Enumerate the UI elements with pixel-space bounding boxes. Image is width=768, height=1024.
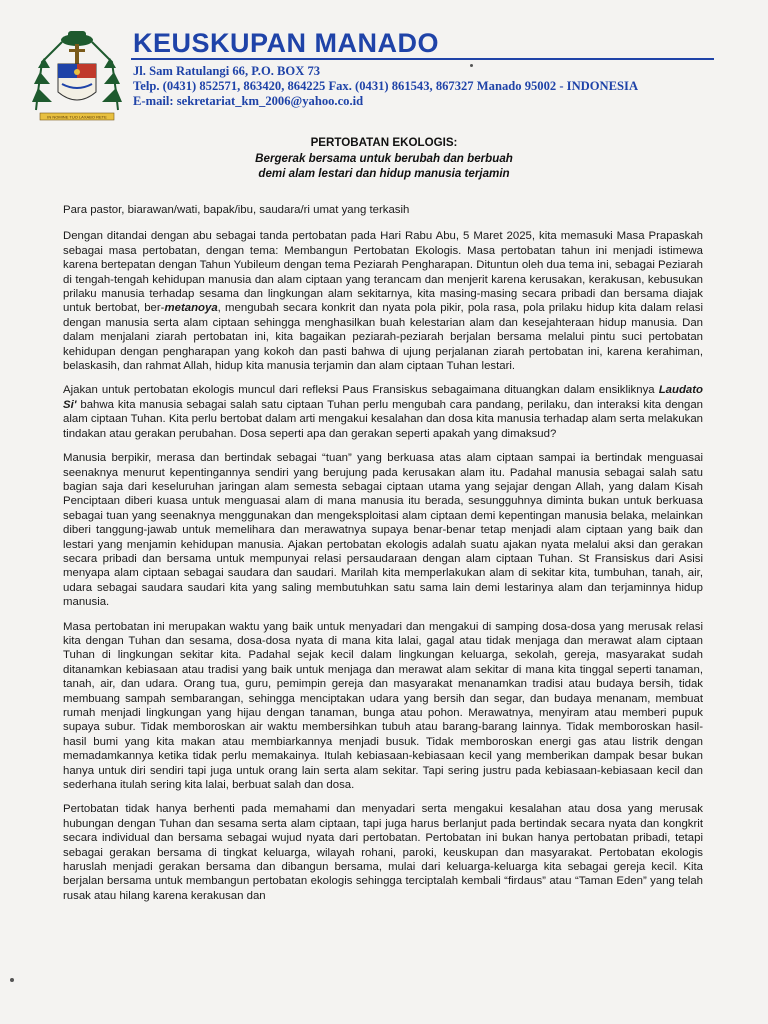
crest-motto: IN NOMINE TUO LAXABO RETE xyxy=(47,114,107,120)
letter-subtitle-line-1: Bergerak bersama untuk berubah dan berbuah xyxy=(255,152,513,165)
paragraph-2 xyxy=(63,383,703,441)
paragraph-2-text-a: Ajakan untuk pertobatan ekologis muncul dari refleksi Paus Fransiskus sebagaimana dituangkan dalam ensikliknya xyxy=(63,384,659,397)
paragraph-1-text-b: , mengubah secara konkrit dan nyata pola pikir, pola rasa, pola prilaku hidup kita dalam relasi dengan manusia serta alam ciptaan sehingga menghasilkan buah kelestarian alam dan kesejahteraan hidup manusia. Dan dalam menjalani ziarah pertobatan ini, kita bagaikan peziarah-peziarah berjalan bersama melalui pintu suci pertobatan kehidupan dengan pengharapan yang kokoh dan pasti bahwa di ujung perjalanan ziarah pertobatan ini, karena kerahiman, belaskasih, dan rahmat Allah, hidup kita manusia terjamin dan alam ciptaan Tuhan lestari. xyxy=(63,302,703,373)
organization-name: KEUSKUPAN MANADO xyxy=(133,28,440,58)
paragraph-1-emphasis: metanoya xyxy=(164,302,218,315)
paragraph-1 xyxy=(63,229,703,373)
letter-body xyxy=(63,203,703,913)
diocese-crest-icon xyxy=(32,22,122,122)
paragraph-5: Pertobatan tidak hanya berhenti pada memahami dan menyadari serta mengakui kesalahan atau dosa yang merusak hubungan dengan Tuhan dan sesama serta alam ciptaan, tapi juga harus berlanjut pada bertindak secara nyata dan kongkrit secara individual dan bersama sebagai wujud nyata dari pertobatan. Pertobatan ini bukan hanya pertobatan pribadi, tetapi sebagai gerakan bersama di tingkat keluarga, wilayah rohani, paroki, keuskupan dan masyarakat. Pertobatan ekologis haruslah menjadi gerakan bersama dan dibangun bersama, mulai dari keluarga-keluarga kita sebagai gereja kecil. Kita berjalan bersama untuk membangun pertobatan ekologis sehingga terciptalah kembali “firdaus” atau “Taman Eden” yang telah rusak atau hilang karena kerakusan dan xyxy=(63,803,703,902)
paragraph-3: Manusia berpikir, merasa dan bertindak sebagai “tuan” yang berkuasa atas alam ciptaan sampai ia bertindak menguasai seenaknya menurut kepentingannya sendiri yang berujung pada kerusakan alam itu. Padahal manusia sebagai salah satu bagian saja dari keseluruhan jaringan alam semesta sebagai ciptaan utama yang sejajar dengan Allah, yang dalam Kisah Penciptaan diberi kuasa untuk menguasai alam di mana manusia itu berada, sesungguhnya diminta bukan untuk berkuasa sebagai tuan yang seenaknya menggunakan dan mengeksploitasi alam ciptaan demi kepentingan manusia belaka, melainkan diberi tanggung-jawab untuk memelihara dan merawatnya supaya benar-benar tetap menjadi alam ciptaan yang baik dan lestari yang menjamin kehidupan manusia. Ajakan pertobatan ekologis adalah suatu ajakan nyata melalui aksi dan gerakan secara pribadi dan bersama untuk mempunyai relasi persaudaraan dengan alam ciptaan Tuhan. St Fransiskus dari Asisi menyapa alam ciptaan sebagai saudara dan saudari. Marilah kita memperlakukan alam di sekitar kita, tumbuhan, tanah, air, udara sebagai saudara saudari kita yang saling membutuhkan satu sama lain demi lestarinya alam dan terjaminnya hidup manusia. xyxy=(63,452,703,609)
address-line: Jl. Sam Ratulangi 66, P.O. BOX 73 xyxy=(133,64,321,78)
letter-title: PERTOBATAN EKOLOGIS: xyxy=(310,136,458,149)
phone-line: Telp. (0431) 852571, 863420, 864225 Fax. (0431) 861543, 867327 Manado 95002 - INDONESIA xyxy=(133,79,639,93)
paragraph-2-text-b: bahwa kita manusia sebagai salah satu ciptaan Tuhan perlu mengubah cara pandang, perilaku, dan interaksi kita dengan alam ciptaan Tuhan. Kita perlu bertobat dalam arti mengakui kesalahan dan dosa kita manusia terhadap alam serta melakukan tindakan atau gerakan perubahan. Dosa seperti apa dan gerakan seperti apakah yang dimaksud? xyxy=(63,398,703,440)
paper-speck xyxy=(470,64,473,67)
email-line: E-mail: sekretariat_km_2006@yahoo.co.id xyxy=(133,94,364,108)
paragraph-4: Masa pertobatan ini merupakan waktu yang baik untuk menyadari dan mengakui di samping dosa-dosa yang merusak relasi kita dengan Tuhan dan sesama, dosa-dosa nyata di mana kita lalai, gagal atau tidak menjaga dan merawat alam ciptaan Tuhan di lingkungan sekitar kita. Padahal sejak kecil dalam lingkungan keluarga, sekolah, gereja, masyarakat sudah ditanamkan kebiasaan atau tradisi yang baik untuk menjaga dan merawat alam sekitar di mana kita tinggal seperti tanaman, tanah, air, dan udara. Orang tua, guru, pemimpin gereja dan masyarakat menanamkan tradisi atau budaya bersih, tidak membuang sampah sembarangan, sehingga menciptakan udara yang bersih dan segar, dan budaya menanam, membuat rumah menjadi lingkungan yang hijau dengan tanaman, bunga atau pohon. Merawatnya, menyiram atau memberi pupuk supaya subur. Tidak memboroskan air waktu membersihkan tubuh atau barang-barang lainnya. Tidak memboroskan hasil-hasil bumi yang kita makan atau membiarkannya menjadi busuk. Tidak memboroskan energi gas atau listrik dengan memadamkannya ketika tidak perlu memakainya. Itulah kebiasaan-kebiasaan kecil yang memberikan dampak besar bukan hanya untuk diri sendiri tapi juga untuk orang lain serta alam sekitar. Tapi sering justru pada kebiasaan-kebiasaan kecil dan sederhana itulah sering kita lalai, berbuat salah dan dosa. xyxy=(63,620,703,792)
paragraph-1-text-a: Dengan ditandai dengan abu sebagai tanda pertobatan pada Hari Rabu Abu, 5 Maret 2025, kita memasuki Masa Prapaskah sebagai masa pertobatan, dengan tema: Membangun Pertobatan Ekologis. Masa pertobatan tahun ini menjadi istimewa karena bertepatan dengan Tahun Yubileum dengan tema Peziarah Pengharapan. Dituntun oleh dua tema ini, sebagai Peziarah di tengah-tengah kehidupan manusia dan alam ciptaan yang terancam dan menjerit karena kerusakan, kerakusan, kebusukan prilaku manusia terhadap sesama dan lingkungan alam sekitarnya, kita masing-masing secara pribadi dan bersama diajak untuk bertobat, ber- xyxy=(63,230,703,315)
letter-title-block xyxy=(0,135,768,181)
letterhead-contact xyxy=(133,64,638,109)
salutation: Para pastor, biarawan/wati, bapak/ibu, saudara/ri umat yang terkasih xyxy=(63,204,410,216)
paper-speck xyxy=(10,978,14,982)
paragraph-2-emphasis: Laudato Si' xyxy=(63,384,703,411)
letter-subtitle-line-2: demi alam lestari dan hidup manusia terjamin xyxy=(258,167,510,180)
header-divider xyxy=(131,58,714,60)
